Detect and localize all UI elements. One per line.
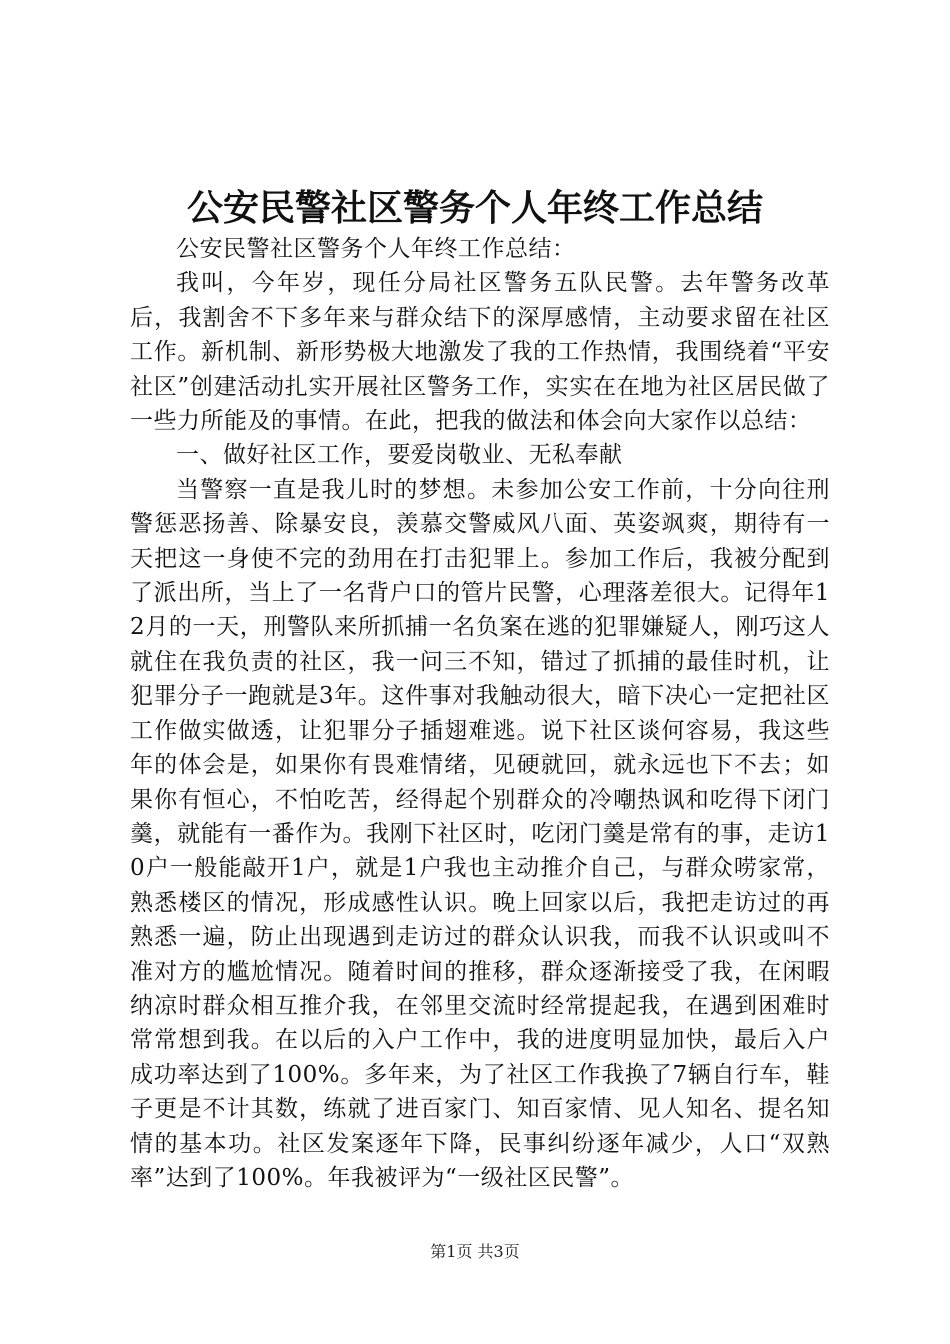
document-title: 公安民警社区警务个人年终工作总结 [186, 187, 763, 229]
intro-line: 公安民警社区警务个人年终工作总结： [176, 236, 576, 262]
body-paragraph: 当警察一直是我儿时的梦想。未参加公安工作前，十分向往刑警惩恶扬善、除暴安良，羡慕交警威风八面、英姿飒爽，期待有一天把这一身使不完的劲用在打击犯罪上。参加工作后，我被分配到了派出所，当上了一名背户口的管片民警，心理落差很大。记得年12月的一天，刑警队来所抓捕一名负案在逃的犯罪嫌疑人，刚巧这人就住在我负责的社区，我一问三不知，错过了抓捕的最佳时机，让犯罪分子一跑就是3年。这件事对我触动很大，暗下决心一定把社区工作做实做透，让犯罪分子插翅难逃。说下社区谈何容易，我这些年的体会是，如果你有畏难情绪，见硬就回，就永远也下不去；如果你有恒心，不怕吃苦，经得起个别群众的冷嘲热讽和吃得下闭门羹，就能有一番作为。我刚下社区时，吃闭门羹是常有的事，走访10户一般能敲开1户，就是1户我也主动推介自己，与群众唠家常，熟悉楼区的情况，形成感性认识。晚上回家以后，我把走访过的再熟悉一遍，防止出现遇到走访过的群众认识我，而我不认识或叫不准对方的尴尬情况。随着时间的推移，群众逐渐接受了我，在闲暇纳凉时群众相互推介我，在邻里交流时经常提起我，在遇到困难时常常想到我。在以后的入户工作中，我的进度明显加快，最后入户成功率达到了100%。多年来，为了社区工作我换了7辆自行车，鞋子更是不计其数，练就了进百家门、知百家情、见人知名、提名知情的基本功。社区发案逐年下降，民事纠纷逐年减少，人口“双熟率”达到了100%。年我被评为“一级社区民警”。 [130, 476, 830, 1191]
opening-paragraph: 我叫，今年岁，现任分局社区警务五队民警。去年警务改革后，我割舍不下多年来与群众结下的深厚感情，主动要求留在社区工作。新机制、新形势极大地激发了我的工作热情，我围绕着“平安社区”创建活动扎实开展社区警务工作，实实在在地为社区居民做了一些力所能及的事情。在此，把我的做法和体会向大家作以总结： [130, 270, 830, 435]
document-body [130, 232, 830, 1195]
section-heading: 一、做好社区工作，要爱岗敬业、无私奉献 [176, 442, 623, 469]
page-number: 第1页 共3页 [430, 1242, 520, 1261]
